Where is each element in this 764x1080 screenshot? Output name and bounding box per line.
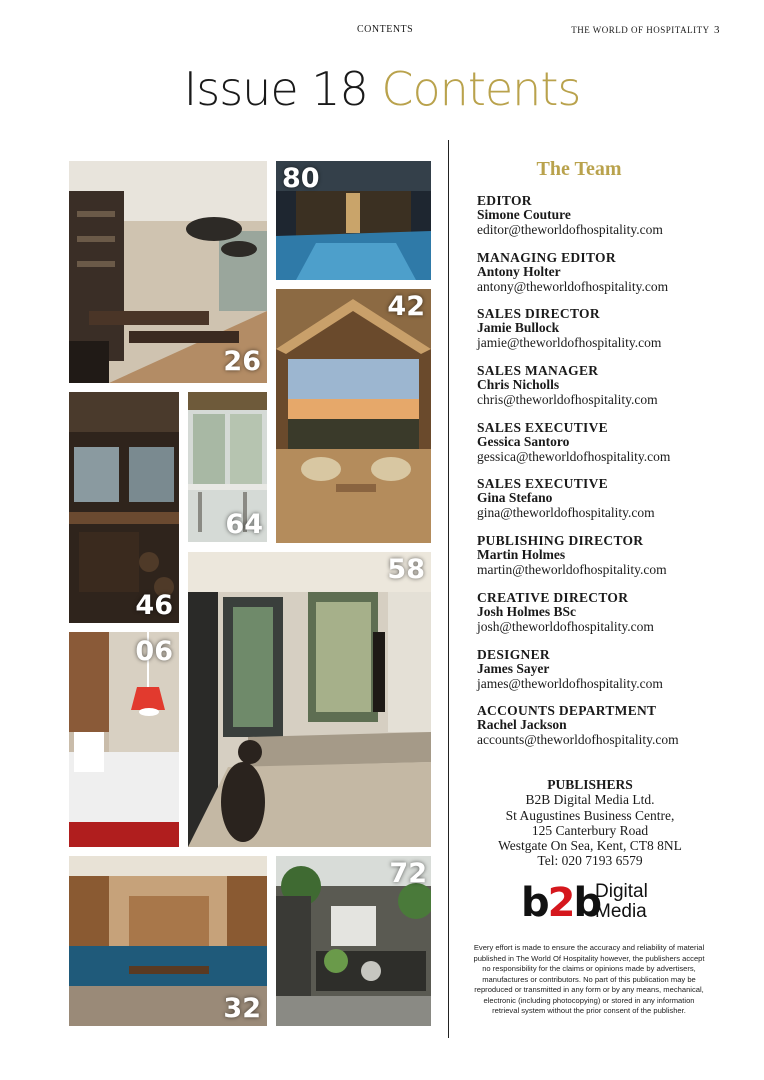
member-email[interactable]: editor@theworldofhospitality.com [477,222,663,237]
title-contents: Contents [381,62,581,116]
logo-mark: b2b [521,880,601,926]
member-name: Simone Couture [477,207,571,222]
magazine-name: THE WORLD OF HOSPITALITY [571,25,710,35]
page-ref: 58 [387,554,425,585]
team-member [477,363,727,420]
member-name: James Sayer [477,660,550,676]
member-email[interactable]: gessica@theworldofhospitality.com [477,448,671,464]
member-role: EDITOR [477,193,532,208]
photo-window[interactable] [188,392,267,542]
publisher-line: Westgate On Sea, Kent, CT8 8NL [498,838,682,854]
photo-pavilion[interactable] [276,289,431,543]
team-member [477,647,727,704]
photo-conservatory[interactable] [276,856,431,1026]
member-name: Gina Stefano [477,490,553,506]
member-email[interactable]: accounts@theworldofhospitality.com [477,732,679,748]
member-role: PUBLISHING DIRECTOR [477,533,644,549]
page-ref: 64 [225,509,263,540]
publisher-phone: Tel: 020 7193 6579 [537,853,643,869]
column-divider [448,140,449,1038]
member-email[interactable]: antony@theworldofhospitality.com [477,278,669,294]
team-member [477,420,727,477]
title-issue: Issue 18 [183,62,368,116]
team-member [477,306,727,363]
entrance-illustration [188,552,431,847]
photo-restaurant[interactable] [69,161,267,383]
page-ref: 80 [282,163,320,194]
photo-entrance[interactable] [188,552,431,847]
team-member [477,703,727,760]
page-ref: 42 [387,291,425,322]
member-role: SALES EXECUTIVE [477,419,608,435]
member-role: SALES MANAGER [477,363,599,379]
publisher-line: B2B Digital Media Ltd. [525,792,655,808]
page-ref: 32 [223,993,261,1024]
member-role: DESIGNER [477,646,550,662]
page-ref: 26 [223,346,261,377]
team-member [477,590,727,647]
member-name: Antony Holter [477,263,561,279]
member-name: Jamie Bullock [477,320,560,336]
team-title: The Team [536,158,622,180]
publishers-block [465,777,715,869]
page-ref: 72 [389,858,427,889]
member-role: ACCOUNTS DEPARTMENT [477,703,657,719]
pavilion-illustration [276,289,431,543]
photo-bar[interactable] [69,392,179,623]
member-role: CREATIVE DIRECTOR [477,589,629,605]
running-header [571,24,720,36]
photo-pool[interactable] [276,161,431,280]
member-email[interactable]: chris@theworldofhospitality.com [477,392,658,408]
page-title [0,62,764,116]
member-email[interactable]: james@theworldofhospitality.com [477,675,663,691]
member-name: Josh Holmes BSc [477,603,577,619]
page-ref: 46 [135,590,173,621]
publisher-line: 125 Canterbury Road [531,822,649,838]
member-name: Gessica Santoro [477,433,570,449]
publishers-heading: PUBLISHERS [547,777,633,792]
member-email[interactable]: martin@theworldofhospitality.com [477,562,667,578]
team-section [477,158,727,760]
photo-lounge[interactable] [69,856,267,1026]
photo-bedroom[interactable] [69,632,179,847]
team-member [477,533,727,590]
team-member [477,193,727,250]
member-name: Chris Nicholls [477,377,560,393]
page-number: 3 [714,24,720,36]
section-label: CONTENTS [357,24,414,35]
member-email[interactable]: gina@theworldofhospitality.com [477,505,655,521]
member-role: SALES DIRECTOR [477,306,600,322]
member-email[interactable]: jamie@theworldofhospitality.com [477,335,662,351]
member-role: MANAGING EDITOR [477,249,616,265]
disclaimer: Every effort is made to ensure the accuracy and reliability of material published in The World Of Hospitality however, the publishers accept no responsibility for the claims or opinions made by advertisers, manufactures or contributors. No part of this publication may be reproduced or transmitted in any form or by any means, mechanical, electronic (including photocopying) or stored in any information retrieval system without the prior consent of the publisher. [473,943,705,1015]
publisher-line: St Augustines Business Centre, [505,807,675,823]
page-ref: 06 [135,636,173,667]
bar-illustration [69,392,179,623]
member-name: Martin Holmes [477,547,566,563]
b2b-logo [521,880,661,930]
member-email[interactable]: josh@theworldofhospitality.com [477,618,654,634]
team-member [477,476,727,533]
member-role: SALES EXECUTIVE [477,476,608,492]
logo-wordmark: Digital Media [595,881,648,922]
team-member [477,250,727,307]
member-name: Rachel Jackson [477,717,567,733]
